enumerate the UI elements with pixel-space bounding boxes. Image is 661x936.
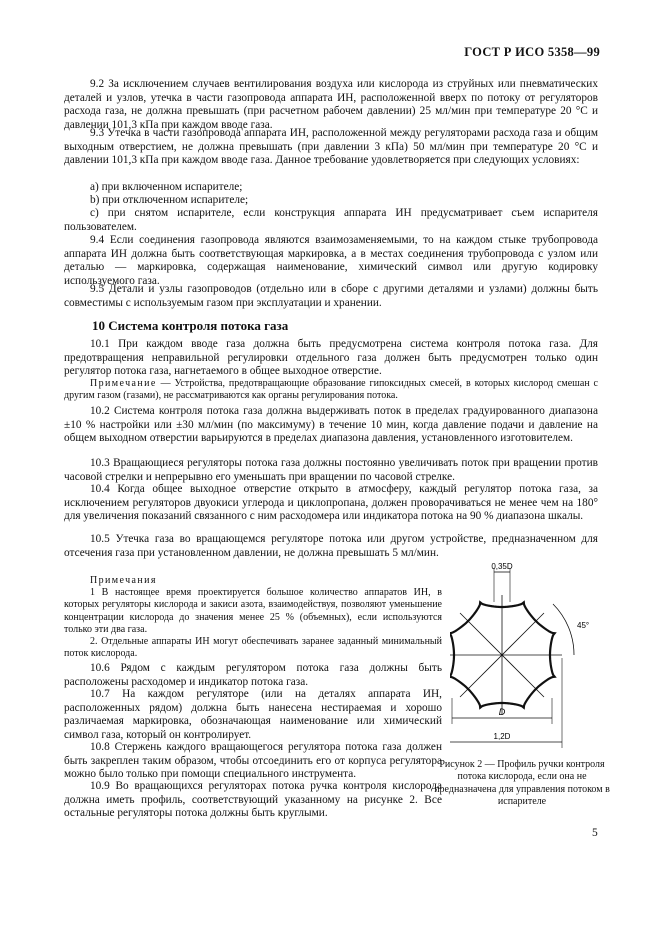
paragraph-9-2: 9.2 За исключением случаев вентилирования воздуха или кислорода из струйных или пневматических деталей и узлов, утечка в части газопровода аппарата ИН, расположенной вверх по потоку от регуляторов расхода газа, не должна превышать (при расчетном рабочем давлении) 25 мл/мин при температуре 20 °С и давлении 101,3 кПа при каждом вводе газа. (64, 78, 598, 131)
note-2-1: 1 В настоящее время проектируется большое количество аппаратов ИН, в которых регуляторы кислорода и закиси азота, взаимодействуя, позволяют уменьшение концентрации кислорода до значения менее 25 % (объемных), если используются только эти два газа. (64, 587, 442, 636)
note-1 (64, 378, 598, 403)
paragraph-10-9: 10.9 Во вращающихся регуляторах потока ручка контроля кислорода должна иметь профиль, соответствующий указанному на рисунке 2. Все остальные регуляторы потока должны быть круглыми. (64, 780, 442, 819)
dim-outer-label: 1,2D (493, 732, 511, 741)
paragraph-10-7: 10.7 На каждом регуляторе (или на деталях аппарата ИН, расположенных рядом) должна быть нанесена нестираемая и хорошо различаемая маркировка, обозначающая наименование или химический символ газа, который он контролирует. (64, 688, 442, 741)
condition-c: c) при снятом испарителе, если конструкция аппарата ИН предусматривает съем испарителя пользователем. (64, 207, 598, 233)
page-number: 5 (592, 827, 598, 839)
paragraph-10-3: 10.3 Вращающиеся регуляторы потока газа должны постоянно увеличивать поток при вращении против часовой стрелки и непрерывно его уменьшать при вращении по часовой стрелке. (64, 457, 598, 483)
condition-a: a) при включенном испарителе; (90, 181, 243, 193)
paragraph-9-5: 9.5 Детали и узлы газопроводов (отдельно или в сборе с другими деталями и узлами) должны быть совместимы с используемым газом при эксплуатации и хранении. (64, 283, 598, 309)
dim-angle-label: 45° (577, 621, 590, 630)
paragraph-9-3: 9.3 Утечка в части газопровода аппарата ИН, расположенной между регуляторами расхода газа и общим выходным отверстием, не должна превышать (при давлении 3 кПа) 50 мл/мин при температуре 20 °С и давлении 101,3 кПа при каждом вводе газа. Данное требование удовлетворяется при следующих условиях: (64, 127, 598, 166)
notes-label: Примечания (90, 575, 157, 586)
figure-caption: Рисунок 2 — Профиль ручки контроля потока кислорода, если она не предназначена для управления потоком в испарителе (434, 759, 610, 808)
document-header: ГОСТ Р ИСО 5358—99 (464, 45, 600, 59)
paragraph-10-8: 10.8 Стержень каждого вращающегося регулятора потока газа должен быть закреплен таким образом, чтобы отсоединить его от корпуса регулятора можно было только при помощи специального инструмента. (64, 741, 442, 780)
section-10-title: 10 Система контроля потока газа (92, 318, 289, 333)
dim-top-label: 0,35D (491, 562, 513, 571)
paragraph-10-5: 10.5 Утечка газа во вращающемся регуляторе потока или другом устройстве, предназначенном для отсечения газа при установленном давлении, не должна превышать 5 мл/мин. (64, 533, 598, 559)
dim-inner-label: D (498, 707, 506, 717)
note-1-label: Примечание (90, 378, 157, 389)
note-2-2: 2. Отдельные аппараты ИН могут обеспечивать заранее заданный минимальный поток кислорода. (64, 636, 442, 660)
paragraph-10-1: 10.1 При каждом вводе газа должна быть предусмотрена система контроля потока газа. Для предотвращения неправильной регулировки отдельного газа должен быть предусмотрен только один регулятор потока газа, нагнетаемого в общее выходное отверстие. (64, 338, 598, 377)
paragraph-10-2: 10.2 Система контроля потока газа должна выдерживать поток в пределах градуированного диапазона ±10 % настройки или ±30 мл/мин (по максимуму) в течение 10 мин, когда давление подачи и давление на общем выходном отверстии варьируются в пределах диапазона давления, установленного изготовителем. (64, 405, 598, 444)
note-1-text: — Устройства, предотвращающие образование гипоксидных смесей, в которых кислород смешан с другим газом (газами), не рассматриваются как органы регулирования потока. (64, 378, 598, 402)
knob-profile-figure (450, 558, 600, 754)
knob-center-lines (450, 595, 562, 715)
paragraph-9-4: 9.4 Если соединения газопровода являются взаимозаменяемыми, то на каждом стыке трубопровода аппарата ИН должна быть соответствующая маркировка, а в местах соединения трубопровода с узлом или деталью — маркировка, содержащая наименование, химический символ или другую кодировку используемого газа. (64, 234, 598, 287)
paragraph-10-6: 10.6 Рядом с каждым регулятором потока газа должны быть расположены расходомер и индикатор потока газа. (64, 662, 442, 688)
angle-arc (553, 604, 574, 655)
paragraph-10-4: 10.4 Когда общее выходное отверстие открыто в атмосферу, каждый регулятор потока газа, за исключением регуляторов двуокиси углерода и циклопропана, должен проворачиваться не менее чем на 180° для увеличения показаний связанного с ним расходомера или индикатора потока на 90 % диапазона шкалы. (64, 483, 598, 522)
condition-b: b) при отключенном испарителе; (90, 194, 249, 206)
